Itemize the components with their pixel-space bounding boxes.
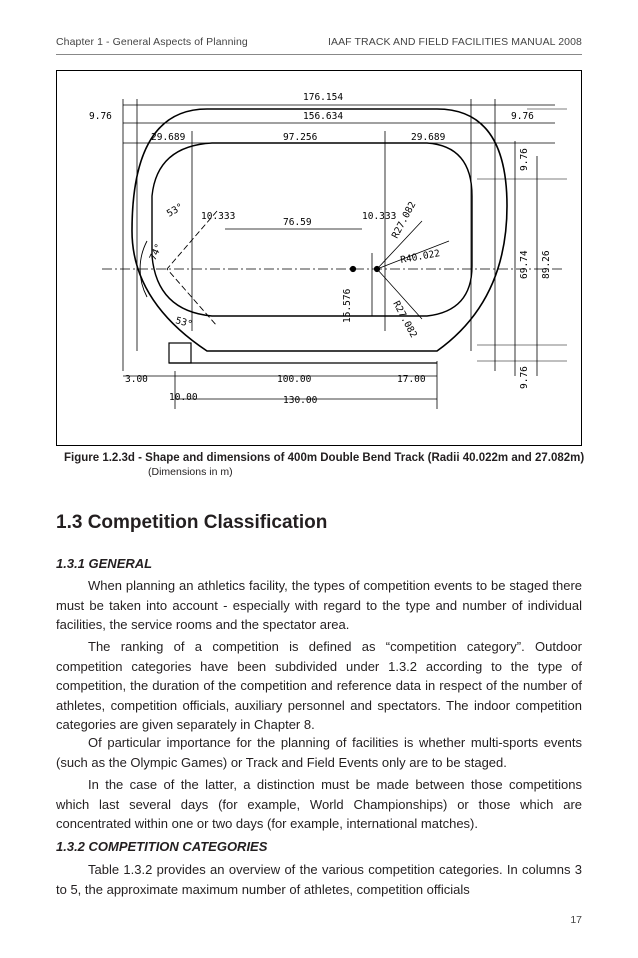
header-rule [56,54,582,55]
dim-total-length: 176.154 [303,92,344,103]
dim-bottom-total: 130.00 [283,395,318,406]
paragraph-distinction: In the case of the latter, a distinction must be made between those competitions which last several days (for example, World Championships) or those which are concentrated within one or two days (for example, international matches). [56,777,582,832]
page-number: 17 [570,914,582,926]
figure-caption: Figure 1.2.3d - Shape and dimensions of 400m Double Bend Track (Radii 40.022m and 27.082m) [64,452,585,464]
subsection-categories: 1.3.2 COMPETITION CATEGORIES [56,839,268,854]
paragraph-ranking: The ranking of a competition is defined as “competition category”. Outdoor competition categories have been subdivided under 1.3.2 according to the type of competition, the duration of the competition and reference data in respect of the number of athletes, competition officials, auxiliary personnel and spectators. The indoor competition categories are given separately in Chapter 8. [56,639,582,733]
dim-offset: 15.576 [342,288,353,323]
figure-caption-units: (Dimensions in m) [148,466,233,478]
offset-centre-point [351,267,356,272]
dim-bend-right: 29.689 [411,132,446,143]
dim-inner-length: 156.634 [303,111,344,122]
track-diagram [57,71,581,445]
dim-bend-left: 29.689 [151,132,186,143]
track-inner-outline [152,143,472,316]
radius-large: R40.022 [399,248,441,266]
subsection-general: 1.3.1 GENERAL [56,556,153,571]
track-outer-outline [132,109,507,351]
dim-right-total: 89.26 [541,250,552,279]
right-centre-point [375,267,380,272]
radius-small-bottom: R27.082 [390,299,419,340]
dim-right-bottom: 9.76 [519,366,530,389]
angle-top: 53° [165,201,186,220]
dim-bottom-left: 3.00 [125,374,148,385]
track-bottom-block [169,343,191,363]
dim-arc-right: 10.333 [362,211,397,222]
dim-arc-left: 10.333 [201,211,236,222]
dim-bottom-mid: 100.00 [277,374,312,385]
paragraph-table: Table 1.3.2 provides an overview of the various competition categories. In columns 3 to 5, the approximate maximum number of athletes, competition officials [56,862,582,897]
angle-bottom: 53° [174,315,194,331]
dim-bottom-ten: 10.00 [169,392,198,403]
section-title: 1.3 Competition Classification [56,512,328,533]
running-header-chapter: Chapter 1 - General Aspects of Planning [56,36,248,48]
angle-mid: 74° [147,242,165,263]
paragraph-general: When planning an athletics facility, the types of competition events to be staged there must be taken into account - especially with regard to the type and number of individual facilities, the service rooms and the spectator area. [56,578,582,633]
dim-margin-left: 9.76 [89,111,112,122]
dim-bottom-right: 17.00 [397,374,426,385]
dim-margin-right: 9.76 [511,111,534,122]
dim-right-mid: 69.74 [519,250,530,279]
dim-straight: 97.256 [283,132,318,143]
figure-frame [56,70,582,446]
dim-inner-straight: 76.59 [283,217,312,228]
right-radius-lines [377,221,449,319]
radius-small-top: R27.082 [389,199,419,241]
running-header-manual: IAAF TRACK AND FIELD FACILITIES MANUAL 2008 [327,36,582,48]
paragraph-multisports: Of particular importance for the planning of facilities is whether multi-sports events (such as the Olympic Games) or Track and Field Events only are to be staged. [56,735,582,770]
dim-right-top: 9.76 [519,148,530,171]
